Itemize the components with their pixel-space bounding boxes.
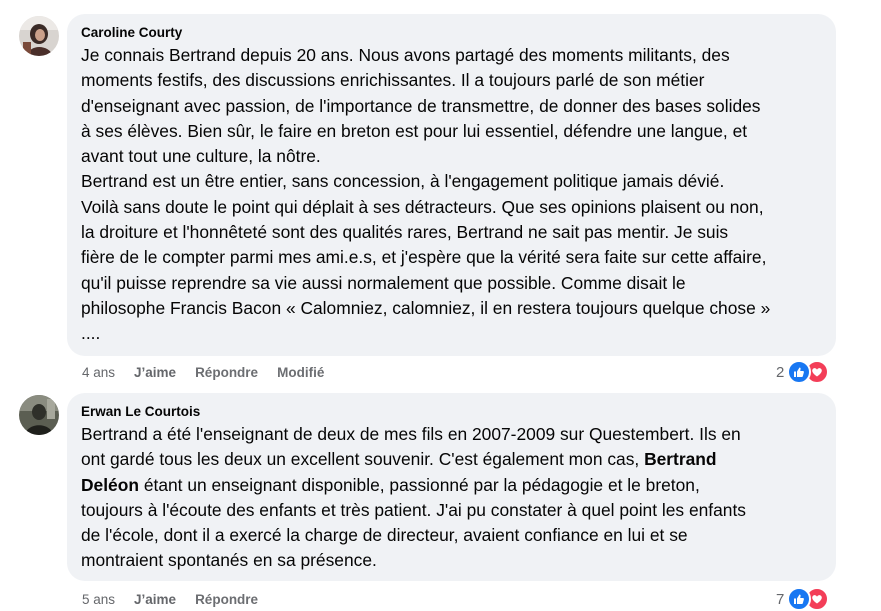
comment-line: moments festifs, des discussions enrichissantes. Il a toujours parlé de son métier (81, 70, 705, 91)
comment-line: Bertrand a été l'enseignant de deux de mes fils en 2007-2009 sur Questembert. Ils en (81, 424, 741, 444)
edited-label: Modifié (277, 364, 325, 380)
comment-line: qu'il puisse reprendre sa vie aussi normalement que possible. Comme disait le (81, 272, 686, 293)
comment-timestamp[interactable]: 4 ans (82, 364, 116, 380)
avatar-erwan-le-courtois[interactable] (19, 395, 59, 435)
reactions-summary[interactable] (776, 359, 829, 385)
reactions-summary[interactable] (776, 586, 829, 611)
comment-bubble (67, 14, 836, 356)
reply-button[interactable]: Répondre (195, 591, 259, 607)
like-button[interactable]: J’aime (134, 364, 177, 380)
comment-author[interactable]: Caroline Courty (81, 25, 183, 40)
comment-line: d'enseignant avec passion, de l'importance de transmettre, de donner des bases solides (81, 95, 761, 116)
comment-line: de l'école, dont il a exercé la charge de directeur, avaient confiance en lui et se (81, 525, 688, 546)
comment-line: fière de le compter parmi mes ami.e.s, et j'espère que la vérité sera faite sur cette affaire, (81, 247, 767, 268)
comment-line: .... (81, 323, 101, 344)
reply-button[interactable]: Répondre (195, 364, 259, 380)
like-button[interactable]: J’aime (134, 591, 177, 607)
comment-line: à ses élèves. Bien sûr, le faire en breton est pour lui essentiel, défendre une langue, et (81, 120, 748, 141)
comment-timestamp[interactable]: 5 ans (82, 591, 116, 607)
comment-line (81, 447, 822, 472)
comment-line: Bertrand est un être entier, sans concession, à l'engagement politique jamais dévié. (81, 171, 725, 192)
mention-bertrand[interactable]: Bertrand (644, 449, 717, 470)
comment-actions (82, 589, 277, 609)
comment-actions (82, 362, 324, 382)
comment-author[interactable]: Erwan Le Courtois (81, 404, 201, 419)
reaction-count: 2 (776, 363, 785, 381)
profile-photo-icon (19, 16, 59, 56)
comment-line (81, 473, 822, 498)
mention-deleon[interactable]: Deléon (81, 474, 139, 495)
comment-line: toujours à l'écoute des enfants et très patient. J'ai pu constater à quel point les enfants (81, 499, 747, 520)
comment-text-segment: ont gardé tous les deux un excellent souvenir. C'est également mon cas, (81, 449, 640, 470)
comment-line: philosophe Francis Bacon « Calomniez, calomniez, il en restera toujours quelque chose » (81, 297, 771, 318)
comment-line: avant tout une culture, la nôtre. (81, 146, 321, 167)
comment-line: la droiture et l'honnêteté sont des qualités rares, Bertrand ne sait pas mentir. Je suis (81, 222, 729, 243)
profile-photo-icon (19, 395, 59, 435)
comment-bubble (67, 393, 836, 581)
comment-line: montraient spontanés en sa présence. (81, 550, 377, 571)
reaction-count: 7 (776, 590, 785, 608)
comment-line: Je connais Bertrand depuis 20 ans. Nous avons partagé des moments militants, des (81, 45, 730, 65)
comment-line: Voilà sans doute le point qui déplait à ses détracteurs. Que ses opinions plaisent ou non, (81, 196, 764, 217)
comment-text (81, 43, 822, 347)
avatar-caroline-courty[interactable] (19, 16, 59, 56)
comment-text-segment: étant un enseignant disponible, passionné par la pédagogie et le breton, (143, 474, 700, 495)
comment-text (81, 422, 822, 574)
